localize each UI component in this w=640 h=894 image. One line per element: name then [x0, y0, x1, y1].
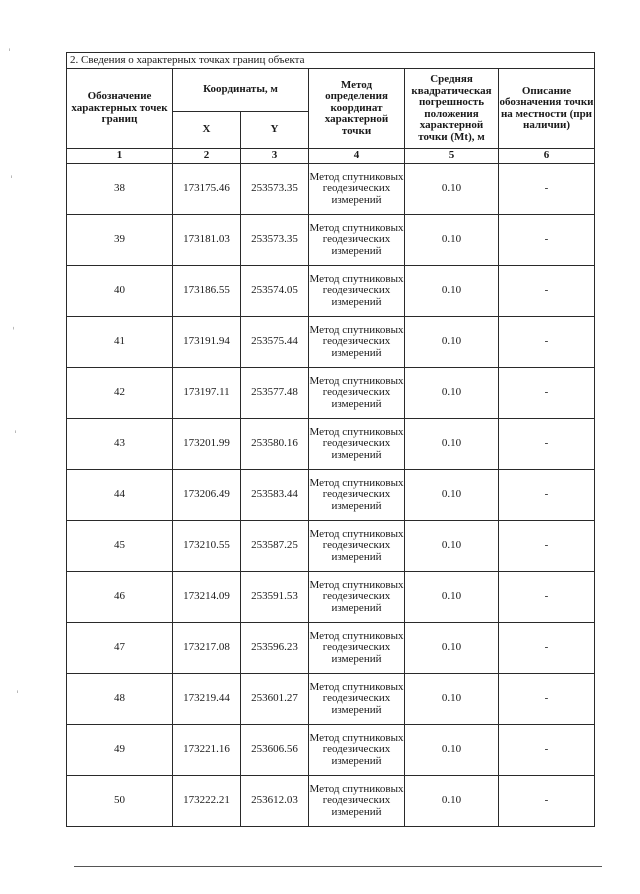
header-point: Обозначение характерных точек границ [67, 69, 173, 149]
method-cell: Метод спутниковых геодезических измерений [309, 419, 405, 470]
table-row [67, 623, 595, 674]
coordinate-y: 253601.27 [241, 674, 309, 725]
table-row [67, 470, 595, 521]
description-cell: - [499, 215, 595, 266]
coordinate-y: 253573.35 [241, 215, 309, 266]
error-cell: 0.10 [405, 317, 499, 368]
method-cell: Метод спутниковых геодезических измерений [309, 266, 405, 317]
description-cell: - [499, 419, 595, 470]
column-number: 4 [309, 149, 405, 164]
table-row [67, 725, 595, 776]
coordinate-x: 173217.08 [173, 623, 241, 674]
coordinate-x: 173186.55 [173, 266, 241, 317]
table-row [67, 368, 595, 419]
method-cell: Метод спутниковых геодезических измерений [309, 470, 405, 521]
error-cell: 0.10 [405, 266, 499, 317]
scan-speck-icon: ˈ [10, 175, 13, 186]
point-number: 39 [67, 215, 173, 266]
description-cell: - [499, 572, 595, 623]
method-cell: Метод спутниковых геодезических измерений [309, 674, 405, 725]
coordinate-y: 253577.48 [241, 368, 309, 419]
coordinate-x: 173214.09 [173, 572, 241, 623]
column-number: 2 [173, 149, 241, 164]
coordinate-x: 173206.49 [173, 470, 241, 521]
table-row [67, 572, 595, 623]
error-cell: 0.10 [405, 470, 499, 521]
description-cell: - [499, 521, 595, 572]
description-cell: - [499, 674, 595, 725]
description-cell: - [499, 266, 595, 317]
description-cell: - [499, 164, 595, 215]
section-title: 2. Сведения о характерных точках границ объекта [67, 53, 595, 69]
coordinate-x: 173175.46 [173, 164, 241, 215]
coordinate-y: 253575.44 [241, 317, 309, 368]
point-number: 50 [67, 776, 173, 827]
point-number: 43 [67, 419, 173, 470]
point-number: 41 [67, 317, 173, 368]
error-cell: 0.10 [405, 215, 499, 266]
error-cell: 0.10 [405, 623, 499, 674]
method-cell: Метод спутниковых геодезических измерений [309, 368, 405, 419]
header-error: Средняя квадратическая погрешность положения характерной точки (Mt), м [405, 69, 499, 149]
coordinate-x: 173222.21 [173, 776, 241, 827]
point-number: 49 [67, 725, 173, 776]
description-cell: - [499, 368, 595, 419]
scan-speck-icon: ˈ [16, 690, 19, 701]
description-cell: - [499, 725, 595, 776]
coordinate-x: 173221.16 [173, 725, 241, 776]
table-row [67, 215, 595, 266]
error-cell: 0.10 [405, 164, 499, 215]
method-cell: Метод спутниковых геодезических измерений [309, 521, 405, 572]
method-cell: Метод спутниковых геодезических измерений [309, 725, 405, 776]
table-row [67, 674, 595, 725]
coordinate-y: 253591.53 [241, 572, 309, 623]
coordinate-y: 253606.56 [241, 725, 309, 776]
method-cell: Метод спутниковых геодезических измерений [309, 317, 405, 368]
header-method: Метод определения координат характерной точки [309, 69, 405, 149]
coordinate-y: 253587.25 [241, 521, 309, 572]
column-number: 6 [499, 149, 595, 164]
table-row [67, 419, 595, 470]
coordinate-x: 173219.44 [173, 674, 241, 725]
point-number: 42 [67, 368, 173, 419]
point-number: 48 [67, 674, 173, 725]
table-row [67, 317, 595, 368]
error-cell: 0.10 [405, 572, 499, 623]
table-row [67, 266, 595, 317]
method-cell: Метод спутниковых геодезических измерений [309, 164, 405, 215]
header-description: Описание обозначения точки на местности (при наличии) [499, 69, 595, 149]
point-number: 38 [67, 164, 173, 215]
boundary-points-table [66, 52, 595, 827]
coordinate-y: 253573.35 [241, 164, 309, 215]
table-row [67, 164, 595, 215]
method-cell: Метод спутниковых геодезических измерений [309, 623, 405, 674]
error-cell: 0.10 [405, 521, 499, 572]
description-cell: - [499, 317, 595, 368]
description-cell: - [499, 623, 595, 674]
coordinate-x: 173210.55 [173, 521, 241, 572]
description-cell: - [499, 470, 595, 521]
coordinate-y: 253612.03 [241, 776, 309, 827]
point-number: 45 [67, 521, 173, 572]
method-cell: Метод спутниковых геодезических измерений [309, 776, 405, 827]
error-cell: 0.10 [405, 725, 499, 776]
coordinate-x: 173201.99 [173, 419, 241, 470]
method-cell: Метод спутниковых геодезических измерений [309, 215, 405, 266]
coordinate-y: 253580.16 [241, 419, 309, 470]
scan-speck-icon: ˈ [8, 48, 11, 59]
point-number: 47 [67, 623, 173, 674]
point-number: 46 [67, 572, 173, 623]
table-row [67, 521, 595, 572]
error-cell: 0.10 [405, 368, 499, 419]
boundary-points-sheet [66, 52, 594, 827]
point-number: 40 [67, 266, 173, 317]
error-cell: 0.10 [405, 419, 499, 470]
coordinate-x: 173197.11 [173, 368, 241, 419]
column-number: 5 [405, 149, 499, 164]
error-cell: 0.10 [405, 776, 499, 827]
column-number: 1 [67, 149, 173, 164]
error-cell: 0.10 [405, 674, 499, 725]
scan-speck-icon: ˌ [12, 320, 15, 331]
header-y: Y [241, 112, 309, 149]
description-cell: - [499, 776, 595, 827]
header-x: X [173, 112, 241, 149]
header-coords: Координаты, м [173, 69, 309, 112]
coordinate-x: 173191.94 [173, 317, 241, 368]
coordinate-x: 173181.03 [173, 215, 241, 266]
scan-speck-icon: ˈ [14, 430, 17, 441]
coordinate-y: 253596.23 [241, 623, 309, 674]
table-row [67, 776, 595, 827]
coordinate-y: 253574.05 [241, 266, 309, 317]
method-cell: Метод спутниковых геодезических измерений [309, 572, 405, 623]
coordinate-y: 253583.44 [241, 470, 309, 521]
column-numbers-row [67, 149, 595, 164]
column-number: 3 [241, 149, 309, 164]
point-number: 44 [67, 470, 173, 521]
page-bottom-rule [74, 866, 602, 867]
